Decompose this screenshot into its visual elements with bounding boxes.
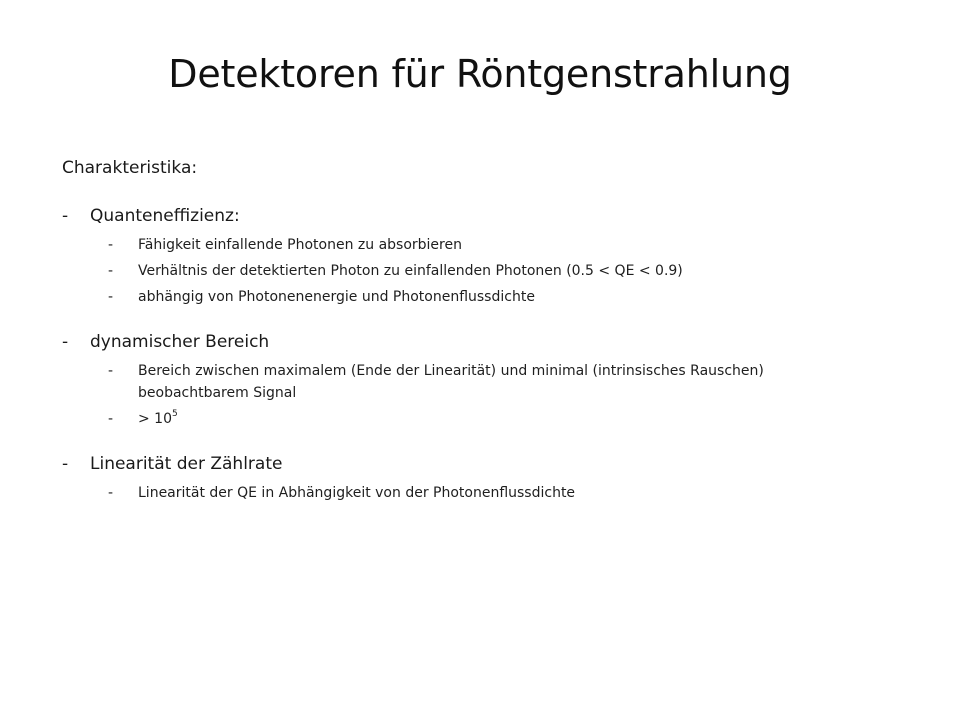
- bullet-item: [62, 452, 822, 476]
- sub-bullet-text: Verhältnis der detektierten Photon zu einfallenden Photonen (0.5 < QE < 0.9): [138, 263, 683, 279]
- sub-bullet-dash: -: [108, 289, 114, 305]
- sub-bullet-dash: -: [108, 485, 114, 501]
- sub-bullet-item: [108, 260, 822, 282]
- bullet-dash: -: [62, 332, 69, 352]
- dynamic-range-value: [138, 408, 818, 430]
- bullet-item: [62, 204, 822, 228]
- sub-bullet-item: [108, 360, 822, 404]
- bullet-label: Linearität der Zählrate: [90, 454, 283, 474]
- sub-bullet-dash: -: [108, 263, 114, 279]
- section-dynamischer-bereich: [62, 330, 822, 430]
- sub-bullet-dash: -: [108, 237, 114, 253]
- content-heading: Charakteristika:: [62, 158, 198, 178]
- section-linearitaet: [62, 452, 822, 504]
- dynamic-range-prefix: > 10: [138, 411, 172, 427]
- slide-title: Detektoren für Röntgenstrahlung: [168, 52, 792, 96]
- bullet-label: Quanteneffizienz:: [90, 206, 240, 226]
- sub-bullet-item: [108, 286, 822, 308]
- sub-bullet-text: Linearität der QE in Abhängigkeit von der Photonenflussdichte: [138, 485, 576, 501]
- bullet-item: [62, 330, 822, 354]
- sub-bullet-dash: -: [108, 363, 114, 379]
- slide-content: [62, 156, 822, 526]
- bullet-label: dynamischer Bereich: [90, 332, 270, 352]
- sub-bullet-item: [108, 234, 822, 256]
- sub-bullet-item: [108, 408, 822, 430]
- sub-bullet-text: abhängig von Photonenenergie und Photonenflussdichte: [138, 289, 535, 305]
- sub-bullet-text: Bereich zwischen maximalem (Ende der Linearität) und minimal (intrinsisches Rauschen) beobachtbarem Signal: [138, 363, 764, 401]
- sub-bullet-text: Fähigkeit einfallende Photonen zu absorbieren: [138, 237, 462, 253]
- bullet-dash: -: [62, 454, 69, 474]
- section-quanteneffizienz: [62, 204, 822, 308]
- sub-bullet-dash: -: [108, 411, 114, 427]
- dynamic-range-exponent: 5: [172, 409, 178, 420]
- sub-bullet-item: [108, 482, 822, 504]
- bullet-dash: -: [62, 206, 69, 226]
